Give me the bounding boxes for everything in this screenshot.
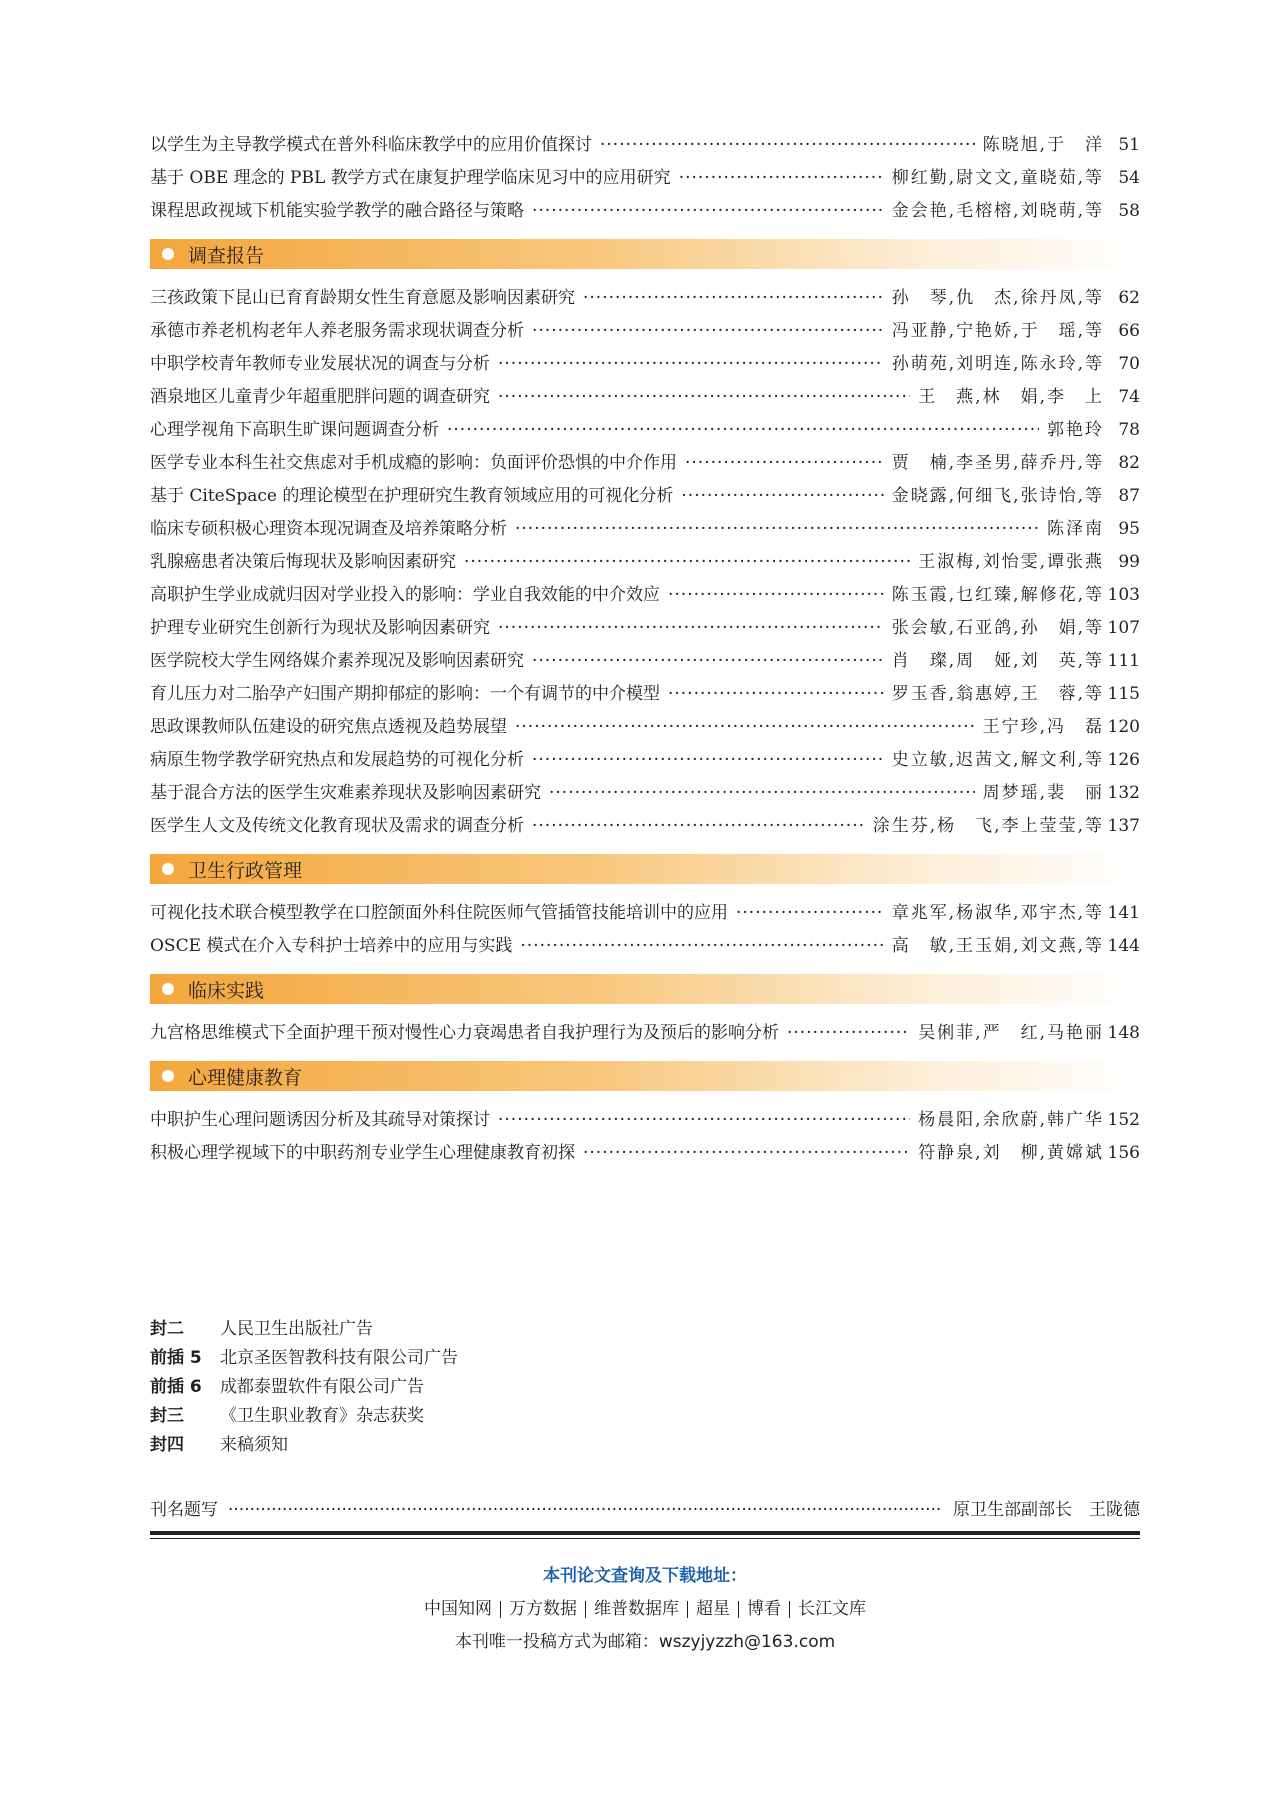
article-title: 乳腺癌患者决策后悔现状及影响因素研究 — [150, 552, 456, 572]
footer — [150, 1560, 1140, 1658]
leader-dots — [685, 453, 884, 473]
article-authors: 张会敏,石亚鸽,孙 娟,等 — [891, 618, 1104, 638]
separator-bar — [500, 1601, 501, 1618]
leader-dots — [679, 168, 884, 188]
page-number: 120 — [1107, 717, 1140, 737]
leader-dots — [583, 1143, 910, 1163]
page-number: 70 — [1118, 354, 1140, 374]
ad-description: 《卫生职业教育》杂志获奖 — [220, 1406, 424, 1426]
leader-dots — [228, 1500, 943, 1520]
database-list — [150, 1592, 1140, 1626]
toc-entry — [150, 1105, 1140, 1138]
article-title: 中职学校青年教师专业发展状况的调查与分析 — [150, 354, 490, 374]
article-title: 护理专业研究生创新行为现状及影响因素研究 — [150, 618, 490, 638]
ad-row — [150, 1372, 458, 1401]
article-title: 基于混合方法的医学生灾难素养现状及影响因素研究 — [150, 783, 541, 803]
database-name: 中国知网 — [424, 1599, 492, 1619]
article-authors: 冯亚静,宁艳娇,于 瑶,等 — [891, 321, 1104, 341]
article-title: 可视化技术联合模型教学在口腔颌面外科住院医师气管插管技能培训中的应用 — [150, 903, 728, 923]
toc-entry — [150, 283, 1140, 316]
bullet-dot-icon — [162, 1070, 174, 1082]
ad-row — [150, 1343, 458, 1372]
toc-entry — [150, 514, 1140, 547]
leader-dots — [447, 420, 1039, 440]
leader-dots — [532, 750, 884, 770]
article-title: OSCE 模式在介入专科护士培养中的应用与实践 — [150, 936, 513, 956]
article-authors: 郭艳玲 — [1047, 420, 1104, 440]
ad-row — [150, 1430, 458, 1459]
article-authors: 孙 琴,仇 杰,徐丹凤,等 — [891, 288, 1104, 308]
footer-title: 本刊论文查询及下载地址： — [543, 1566, 747, 1586]
toc-entry — [150, 481, 1140, 514]
ad-description: 北京圣医智教科技有限公司广告 — [220, 1348, 458, 1368]
article-authors: 金会艳,毛榕榕,刘晓萌,等 — [891, 201, 1104, 221]
leader-dots — [583, 288, 884, 308]
article-authors: 吴俐菲,严 红,马艳丽 — [918, 1023, 1104, 1043]
page-number: 156 — [1107, 1143, 1140, 1163]
leader-dots — [498, 387, 910, 407]
separator-bar — [738, 1601, 739, 1618]
ad-description: 人民卫生出版社广告 — [220, 1319, 373, 1339]
ad-position-label: 封三 — [150, 1406, 184, 1426]
toc-entry — [150, 163, 1140, 196]
section-heading-label: 心理健康教育 — [188, 1066, 303, 1089]
toc-entry — [150, 580, 1140, 613]
article-title: 心理学视角下高职生旷课问题调查分析 — [150, 420, 439, 440]
article-title: 中职护生心理问题诱因分析及其疏导对策探讨 — [150, 1110, 490, 1130]
article-authors: 章兆军,杨淑华,邓宇杰,等 — [891, 903, 1104, 923]
article-authors: 陈玉霞,乜红臻,解修花,等 — [891, 585, 1104, 605]
toc-entry — [150, 130, 1140, 163]
article-title: 育儿压力对二胎孕产妇围产期抑郁症的影响：一个有调节的中介模型 — [150, 684, 660, 704]
article-authors: 陈泽南 — [1047, 519, 1104, 539]
ad-position-label: 封二 — [150, 1319, 184, 1339]
bullet-dot-icon — [162, 863, 174, 875]
page-number: 103 — [1107, 585, 1140, 605]
thick-rule — [150, 1531, 1140, 1535]
thin-rule — [150, 1538, 1140, 1539]
database-name: 博看 — [747, 1599, 781, 1619]
page-number: 54 — [1118, 168, 1140, 188]
leader-dots — [498, 618, 884, 638]
page-number: 152 — [1107, 1110, 1140, 1130]
calligraphy-label: 刊名题写 — [150, 1500, 218, 1520]
article-title: 基于 CiteSpace 的理论模型在护理研究生教育领域应用的可视化分析 — [150, 486, 674, 506]
toc-entry — [150, 1138, 1140, 1171]
leader-dots — [515, 519, 1039, 539]
article-authors: 涂生芬,杨 飞,李上莹莹,等 — [872, 816, 1104, 836]
article-authors: 符静泉,刘 柳,黄嫦斌 — [918, 1143, 1104, 1163]
toc-entry — [150, 547, 1140, 580]
article-authors: 杨晨阳,余欣蔚,韩广华 — [918, 1110, 1104, 1130]
toc-entry — [150, 415, 1140, 448]
section-heading — [150, 854, 1140, 884]
ad-row — [150, 1314, 458, 1343]
ad-position-label: 前插 6 — [150, 1377, 202, 1397]
article-authors: 王 燕,林 娟,李 上 — [918, 387, 1104, 407]
page-number: 95 — [1118, 519, 1140, 539]
leader-dots — [515, 717, 975, 737]
database-name: 维普数据库 — [594, 1599, 679, 1619]
leader-dots — [668, 585, 884, 605]
page-number: 137 — [1107, 816, 1140, 836]
article-title: 思政课教师队伍建设的研究焦点透视及趋势展望 — [150, 717, 507, 737]
page-number: 132 — [1107, 783, 1140, 803]
page-number: 74 — [1118, 387, 1140, 407]
article-authors: 周梦瑶,裴 丽 — [982, 783, 1104, 803]
toc-entry — [150, 316, 1140, 349]
leader-dots — [600, 135, 975, 155]
toc-entry — [150, 646, 1140, 679]
article-title: 医学专业本科生社交焦虑对手机成瘾的影响：负面评价恐惧的中介作用 — [150, 453, 677, 473]
ad-position-label: 封四 — [150, 1435, 184, 1455]
section-heading — [150, 1061, 1140, 1091]
section-heading — [150, 974, 1140, 1004]
article-authors: 柳红勤,尉文文,童晓茹,等 — [891, 168, 1104, 188]
separator-bar — [585, 1601, 586, 1618]
section-heading — [150, 239, 1140, 269]
article-authors: 史立敏,迟茜文,解文利,等 — [891, 750, 1104, 770]
article-title: 三孩政策下昆山已育育龄期女性生育意愿及影响因素研究 — [150, 288, 575, 308]
article-authors: 王淑梅,刘怡雯,谭张燕 — [918, 552, 1104, 572]
leader-dots — [532, 201, 884, 221]
article-title: 病原生物学教学研究热点和发展趋势的可视化分析 — [150, 750, 524, 770]
leader-dots — [736, 903, 884, 923]
page-number: 62 — [1118, 288, 1140, 308]
calligraphy-credit: 原卫生部副部长 王陇德 — [953, 1500, 1140, 1520]
leader-dots — [668, 684, 884, 704]
article-authors: 贾 楠,李圣男,薛乔丹,等 — [891, 453, 1104, 473]
article-title: 临床专硕积极心理资本现况调查及培养策略分析 — [150, 519, 507, 539]
article-authors: 孙萌苑,刘明连,陈永玲,等 — [891, 354, 1104, 374]
toc-entry — [150, 1018, 1140, 1051]
toc-entry — [150, 349, 1140, 382]
section-heading-label: 临床实践 — [188, 979, 265, 1002]
article-title: 高职护生学业成就归因对学业投入的影响：学业自我效能的中介效应 — [150, 585, 660, 605]
ad-description: 成都泰盟软件有限公司广告 — [220, 1377, 424, 1397]
section-heading-label: 卫生行政管理 — [188, 859, 303, 882]
toc-entry — [150, 448, 1140, 481]
page-number: 51 — [1118, 135, 1140, 155]
section-heading-label: 调查报告 — [188, 244, 265, 267]
toc-entry — [150, 712, 1140, 745]
submission-email: 本刊唯一投稿方式为邮箱：wszyjyzzh@163.com — [454, 1632, 836, 1652]
toc-entry — [150, 898, 1140, 931]
ad-row — [150, 1401, 458, 1430]
toc-entry — [150, 382, 1140, 415]
leader-dots — [520, 936, 883, 956]
page-number: 82 — [1118, 453, 1140, 473]
leader-dots — [532, 651, 884, 671]
toc-entry — [150, 613, 1140, 646]
ad-position-label: 前插 5 — [150, 1348, 202, 1368]
page-number: 144 — [1107, 936, 1140, 956]
leader-dots — [498, 354, 884, 374]
page-number: 115 — [1107, 684, 1140, 704]
advertisement-list — [150, 1314, 458, 1459]
article-title: 课程思政视域下机能实验学教学的融合路径与策略 — [150, 201, 524, 221]
toc-entry — [150, 778, 1140, 811]
article-title: 九宫格思维模式下全面护理干预对慢性心力衰竭患者自我护理行为及预后的影响分析 — [150, 1023, 779, 1043]
page-number: 148 — [1107, 1023, 1140, 1043]
article-title: 承德市养老机构老年人养老服务需求现状调查分析 — [150, 321, 524, 341]
leader-dots — [787, 1023, 910, 1043]
toc-entry — [150, 679, 1140, 712]
article-title: 基于 OBE 理念的 PBL 教学方式在康复护理学临床见习中的应用研究 — [150, 168, 671, 188]
database-name: 万方数据 — [509, 1599, 577, 1619]
toc-entry — [150, 196, 1140, 229]
leader-dots — [464, 552, 910, 572]
article-title: 医学院校大学生网络媒介素养现况及影响因素研究 — [150, 651, 524, 671]
article-authors: 罗玉香,翁惠婷,王 蓉,等 — [891, 684, 1104, 704]
article-authors: 陈晓旭,于 洋 — [982, 135, 1104, 155]
leader-dots — [681, 486, 883, 506]
article-authors: 高 敏,王玉娟,刘文燕,等 — [891, 936, 1104, 956]
page-number: 141 — [1107, 903, 1140, 923]
article-title: 酒泉地区儿童青少年超重肥胖问题的调查研究 — [150, 387, 490, 407]
separator-bar — [687, 1601, 688, 1618]
page-number: 87 — [1118, 486, 1140, 506]
toc-entry — [150, 745, 1140, 778]
page-number: 66 — [1118, 321, 1140, 341]
table-of-contents — [150, 130, 1140, 1171]
leader-dots — [498, 1110, 910, 1130]
article-title: 积极心理学视域下的中职药剂专业学生心理健康教育初探 — [150, 1143, 575, 1163]
page-number: 111 — [1107, 651, 1140, 671]
page-number: 126 — [1107, 750, 1140, 770]
database-name: 超星 — [696, 1599, 730, 1619]
page-number: 107 — [1107, 618, 1140, 638]
title-calligraphy-credit — [150, 1495, 1140, 1520]
bullet-dot-icon — [162, 983, 174, 995]
toc-entry — [150, 811, 1140, 844]
article-authors: 金晓露,何细飞,张诗怡,等 — [891, 486, 1104, 506]
article-title: 以学生为主导教学模式在普外科临床教学中的应用价值探讨 — [150, 135, 592, 155]
page-number: 58 — [1118, 201, 1140, 221]
page-number: 99 — [1118, 552, 1140, 572]
leader-dots — [549, 783, 975, 803]
article-title: 医学生人文及传统文化教育现状及需求的调查分析 — [150, 816, 524, 836]
database-name: 长江文库 — [798, 1599, 866, 1619]
separator-bar — [789, 1601, 790, 1618]
page-number: 78 — [1118, 420, 1140, 440]
leader-dots — [532, 321, 884, 341]
leader-dots — [532, 816, 865, 836]
bullet-dot-icon — [162, 248, 174, 260]
toc-entry — [150, 931, 1140, 964]
ad-description: 来稿须知 — [220, 1435, 288, 1455]
article-authors: 肖 璨,周 娅,刘 英,等 — [891, 651, 1104, 671]
article-authors: 王宁珍,冯 磊 — [982, 717, 1104, 737]
